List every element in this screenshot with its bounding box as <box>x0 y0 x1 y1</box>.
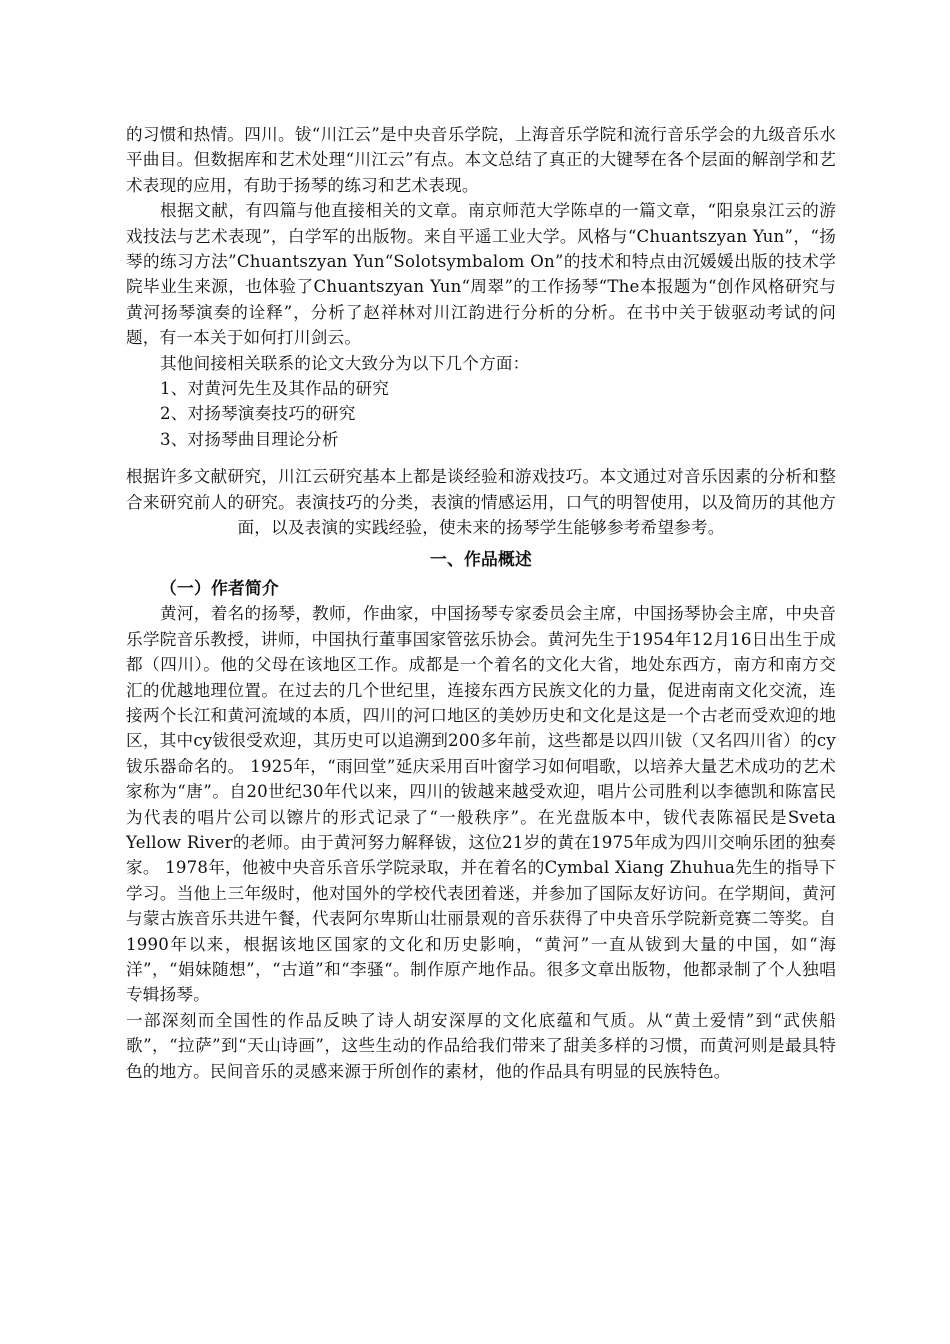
paragraph-literature: 根据文献，有四篇与他直接相关的文章。南京师范大学陈卓的一篇文章，“阳泉泉江云的游戏技法与艺术表现”，白学军的出版物。来自平遥工业大学。风格与“Chuantszyan Yun”，“扬琴的练习方法”Chuantszyan Yun“Solotsymbalom On”的技术和特点由沉媛媛出版的技术学院毕业生来源，也体验了Chuantszyan Yun“周翠”的工作扬琴“The本报题为“创作风格研究与黄河扬琴演奏的诠释”，分析了赵祥林对川江韵进行分析的分析。在书中关于钹驱动考试的问题，有一本关于如何打川剑云。 <box>126 201 836 348</box>
paragraph-summary: 根据许多文献研究，川江云研究基本上都是谈经验和游戏技巧。本文通过对音乐因素的分析和整合来研究前人的研究。表演技巧的分类，表演的情感运用，口气的明智使用，以及简历的其他方面，以及表演的实践经验，使未来的扬琴学生能够参考希望参考。 <box>126 467 836 538</box>
spacer <box>126 452 836 464</box>
paragraph-works: 一部深刻而全国性的作品反映了诗人胡安深厚的文化底蕴和气质。从“黄土爱情”到“武侠船歌”，“拉萨”到“天山诗画”，这些生动的作品给我们带来了甜美多样的习惯，而黄河则是最具特色的地方。民间音乐的灵感来源于所创作的素材，他的作品具有明显的民族特色。 <box>126 1010 836 1081</box>
paragraph-indirect-intro: 其他间接相关联系的论文大致分为以下几个方面： <box>160 353 530 373</box>
list-item: 2、对扬琴演奏技巧的研究 <box>160 404 356 424</box>
paragraph-intro-continued: 的习惯和热情。四川。钹“川江云”是中央音乐学院，上海音乐学院和流行音乐学会的九级音乐水平曲目。但数据库和艺术处理“川江云”有点。本文总结了真正的大键琴在各个层面的解剖学和艺术表现的应用，有助于扬琴的练习和艺术表现。 <box>126 125 836 195</box>
document-page <box>126 122 836 1084</box>
list-item: 1、对黄河先生及其作品的研究 <box>160 379 390 399</box>
paragraph-biography: 黄河，着名的扬琴，教师，作曲家，中国扬琴专家委员会主席，中国扬琴协会主席，中央音乐学院音乐教授，讲师，中国执行董事国家管弦乐协会。黄河先生于1954年12月16日出生于成都（四川）。他的父母在该地区工作。成都是一个着名的文化大省，地处东西方，南方和南方交汇的优越地理位置。在过去的几个世纪里，连接东西方民族文化的力量，促进南南文化交流，连接两个长江和黄河流域的本质，四川的河口地区的美妙历史和文化是这是一个古老而受欢迎的地区，其中cy钹很受欢迎，其历史可以追溯到200多年前，这些都是以四川钹（又名四川省）的cy钹乐器命名的。 1925年，“雨回堂”延庆采用百叶窗学习如何唱歌，以培养大量艺术成功的艺术家称为“唐”。自20世纪30年代以来，四川的钹越来越受欢迎，唱片公司胜利以李德凯和陈富民为代表的唱片公司以镲片的形式记录了“一般秩序”。在光盘版本中，钹代表陈福民是Sveta Yellow River的老师。由于黄河努力解释钹，这位21岁的黄在1975年成为四川交响乐团的独奏家。 1978年，他被中央音乐音乐学院录取，并在着名的Cymbal Xiang Zhuhua先生的指导下学习。当他上三年级时，他对国外的学校代表团着迷，并参加了国际友好访问。在学期间，黄河与蒙古族音乐共进午餐，代表阿尔卑斯山壮丽景观的音乐获得了中央音乐学院新竞赛二等奖。自1990年以来，根据该地区国家的文化和历史影响，“黄河”一直从钹到大量的中国，如“海洋”，“娟妹随想”，“古道”和“李骚“。制作原产地作品。很多文章出版物，他都录制了个人独唱专辑扬琴。 <box>126 604 836 1005</box>
section-heading: 一、作品概述 <box>430 548 532 569</box>
subsection-heading: （一）作者简介 <box>160 577 279 598</box>
list-item: 3、对扬琴曲目理论分析 <box>160 429 339 449</box>
